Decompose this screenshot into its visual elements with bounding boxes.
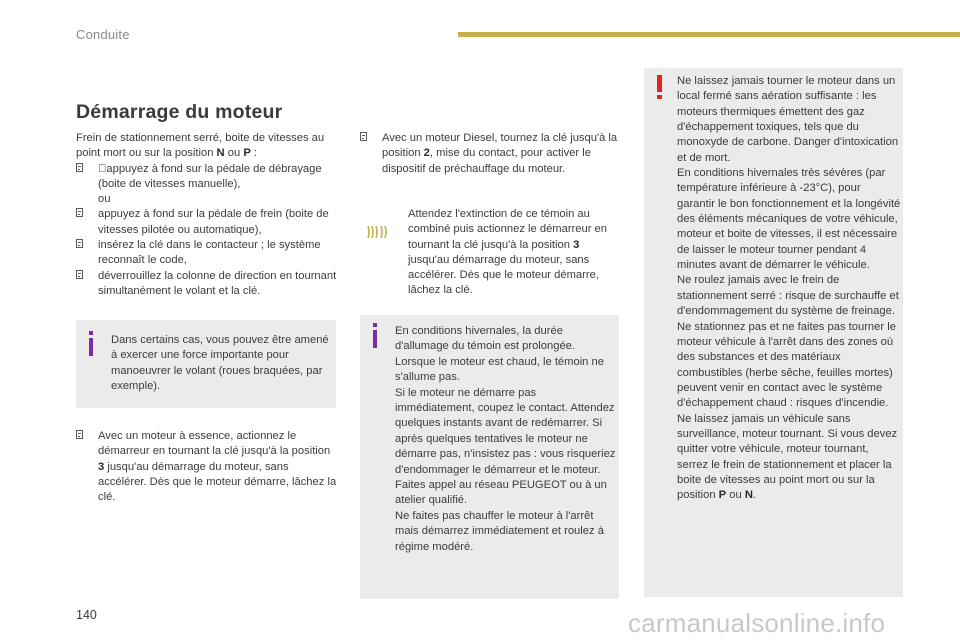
bullet-icon xyxy=(76,270,83,279)
warning-paragraph: En conditions hivernales très sévères (par température inférieure à -23°C), pour garantir le bon fonctionnement et la longévité des éléments mécaniques de votre véhicule, moteur et boite de vitesses, il est nécessaire de laisser le moteur tourner pendant 4 minutes avant de démarrer le véhicule. xyxy=(677,167,901,272)
info-paragraph: En conditions hivernales, la durée d'allumage du témoin est prolongée. xyxy=(395,325,576,353)
section-label: Conduite xyxy=(76,27,130,42)
info-icon xyxy=(373,330,377,348)
watermark: carmanualsonline.info xyxy=(628,608,886,638)
bullet-icon xyxy=(360,132,367,141)
step-petrol: Avec un moteur à essence, actionnez le démarreur en tournant la clé jusqu'à la position 3 jusqu'au démarrage du moteur, sans accélérer. Dès que le moteur démarre, lâchez la clé. xyxy=(76,429,338,505)
warning-paragraph: Ne laissez jamais tourner le moteur dans un local fermé sans aération suffisante : les moteurs thermiques émettent des gaz d'échappement toxiques, tels que du monoxyde de carbone. Danger d'intoxication et de mort. xyxy=(677,75,899,164)
diesel-column xyxy=(360,131,622,177)
bullet-icon xyxy=(76,163,83,172)
warning-icon xyxy=(657,75,662,92)
info-paragraph: Ne faites pas chauffer le moteur à l'arrêt mais démarrez immédiatement et roulez à régime modéré. xyxy=(395,509,604,553)
petrol-column xyxy=(76,429,338,505)
position-n: N xyxy=(216,147,225,160)
bullet-icon xyxy=(76,208,83,217)
page-number: 140 xyxy=(76,608,97,622)
intro-text: Frein de stationnement serré, boite de vitesses au point mort ou sur la position N ou P : xyxy=(76,132,325,160)
info-icon xyxy=(89,338,93,356)
step-key: insérez la clé dans le contacteur ; le système reconnaît le code, xyxy=(76,238,344,269)
position-3: 3 xyxy=(573,238,580,251)
warning-text xyxy=(677,74,901,504)
glow-text: Attendez l'extinction de ce témoin au combiné puis actionnez le démarreur en tournant la clé jusqu'à la position 3 jusqu'au démarrage du moteur, sans accélérer. Dès que le moteur démarre, lâchez la clé. xyxy=(408,208,607,297)
step-clutch: appuyez à fond sur la pédale de débrayage (boite de vitesses manuelle), xyxy=(76,162,344,193)
position-p: P xyxy=(718,489,727,502)
bullet-icon xyxy=(76,239,83,248)
preheating-glow-plug-icon xyxy=(366,224,390,240)
info-paragraph: Si le moteur ne démarre pas immédiatement, coupez le contact. Attendez quelques instants avant de redémarrer. Si après quelques tentatives le moteur ne démarre pas, n'insistez pas : vous risqueriez d'endommager le démarreur et le moteur. Faites appel au réseau PEUGEOT ou à un atelier qualifié. xyxy=(395,386,616,507)
step-diesel: Avec un moteur Diesel, tournez la clé jusqu'à la position 2, mise du contact, pour activer le dispositif de préchauffage du moteur. xyxy=(360,131,622,177)
page-title: Démarrage du moteur xyxy=(76,101,283,123)
position-n: N xyxy=(744,489,753,502)
position-p: P xyxy=(243,147,251,160)
info-text-steering: Dans certains cas, vous pouvez être amené à exercer une force importante pour manoeuvrer le volant (roues braquées, par exemple). xyxy=(111,334,329,392)
info-paragraph: Lorsque le moteur est chaud, le témoin ne s'allume pas. xyxy=(395,355,604,384)
warning-paragraph: Ne roulez jamais avec le frein de stationnement serré : risque de surchauffe et d'endommagement du système de freinage. xyxy=(677,274,899,318)
glow-column xyxy=(408,207,620,299)
bullet-icon xyxy=(76,430,83,439)
section-rule xyxy=(458,32,960,37)
step-steering: déverrouillez la colonne de direction en tournant simultanément le volant et la clé. xyxy=(76,269,344,300)
position-3: 3 xyxy=(98,460,105,473)
step-brake: appuyez à fond sur la pédale de frein (boite de vitesses pilotée ou automatique), xyxy=(76,207,344,238)
steps-column xyxy=(76,131,344,299)
warning-paragraph: Ne stationnez pas et ne faites pas tourner le moteur véhicule à l'arrêt dans des zones où des substances et des matériaux combustibles (herbe sêche, feuilles mortes) peuvent venir en contact avec le système d'échappement chaud : risques d'incendie. xyxy=(677,320,896,410)
info-text-winter xyxy=(395,324,617,555)
step-or: ou xyxy=(98,193,111,206)
position-2: 2 xyxy=(423,147,430,160)
warning-paragraph: Ne laissez jamais un véhicule sans surveillance, moteur tournant. Si vous devez quitter votre véhicule, moteur tournant, serrez le frein de stationnement et placer la boite de vitesses au point mort ou sur la position P ou N. xyxy=(677,412,898,502)
